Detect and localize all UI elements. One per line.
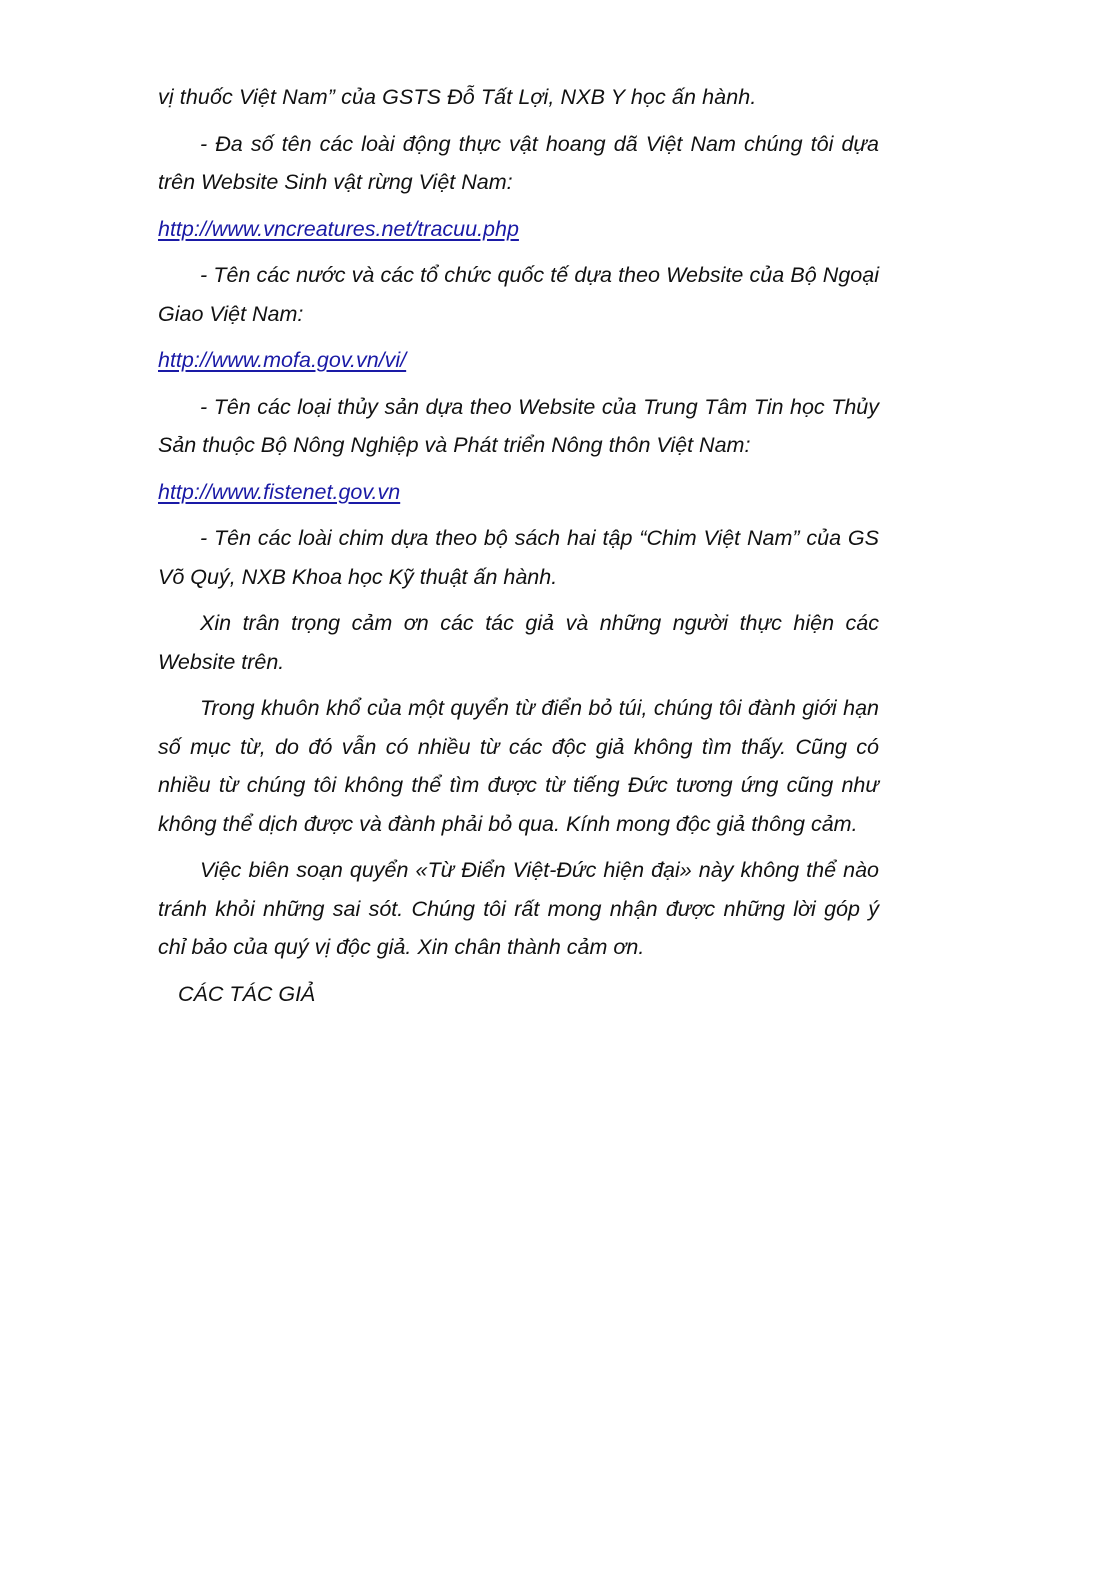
paragraph-scope-note: Trong khuôn khổ của một quyển từ điển bỏ túi, chúng tôi đành giới hạn số mục từ, do đó vẫn có nhiều từ các độc giả không tìm thấy. Cũng có nhiều từ chúng tôi không thể tìm được từ tiếng Đức tương ứng cũng như không thể dịch được và đành phải bỏ qua. Kính mong độc giả thông cảm. <box>158 696 879 836</box>
link-mofa[interactable]: http://www.mofa.gov.vn/vi/ <box>158 348 407 372</box>
document-body <box>158 78 879 1013</box>
continued-text-line: vị thuốc Việt Nam” của GSTS Đỗ Tất Lợi, NXB Y học ấn hành. <box>158 85 757 109</box>
paragraph-thanks: Xin trân trọng cảm ơn các tác giả và những người thực hiện các Website trên. <box>158 611 879 674</box>
paragraph-birds-source: - Tên các loài chim dựa theo bộ sách hai tập “Chim Việt Nam” của GS Võ Quý, NXB Khoa học Kỹ thuật ấn hành. <box>158 526 879 589</box>
paragraph-wildlife-source: - Đa số tên các loài động thực vật hoang dã Việt Nam chúng tôi dựa trên Website Sinh vật rừng Việt Nam: <box>158 131 879 194</box>
paragraph-feedback-request: Việc biên soạn quyển «Từ Điển Việt-Đức hiện đại» này không thể nào tránh khỏi những sai sót. Chúng tôi rất mong nhận được những lời góp ý chỉ bảo của quý vị độc giả. Xin chân thành cảm ơn. <box>158 858 879 959</box>
paragraph-countries-source: - Tên các nước và các tổ chức quốc tế dựa theo Website của Bộ Ngoại Giao Việt Nam: <box>158 263 879 326</box>
link-fistenet[interactable]: http://www.fistenet.gov.vn <box>158 479 401 504</box>
paragraph-fisheries-source: - Tên các loại thủy sản dựa theo Website của Trung Tâm Tin học Thủy Sản thuộc Bộ Nông Nghiệp và Phát triển Nông thôn Việt Nam: <box>158 394 879 457</box>
authors-signature: CÁC TÁC GIẢ <box>178 981 316 1006</box>
link-vncreatures[interactable]: http://www.vncreatures.net/tracuu.php <box>158 216 519 241</box>
